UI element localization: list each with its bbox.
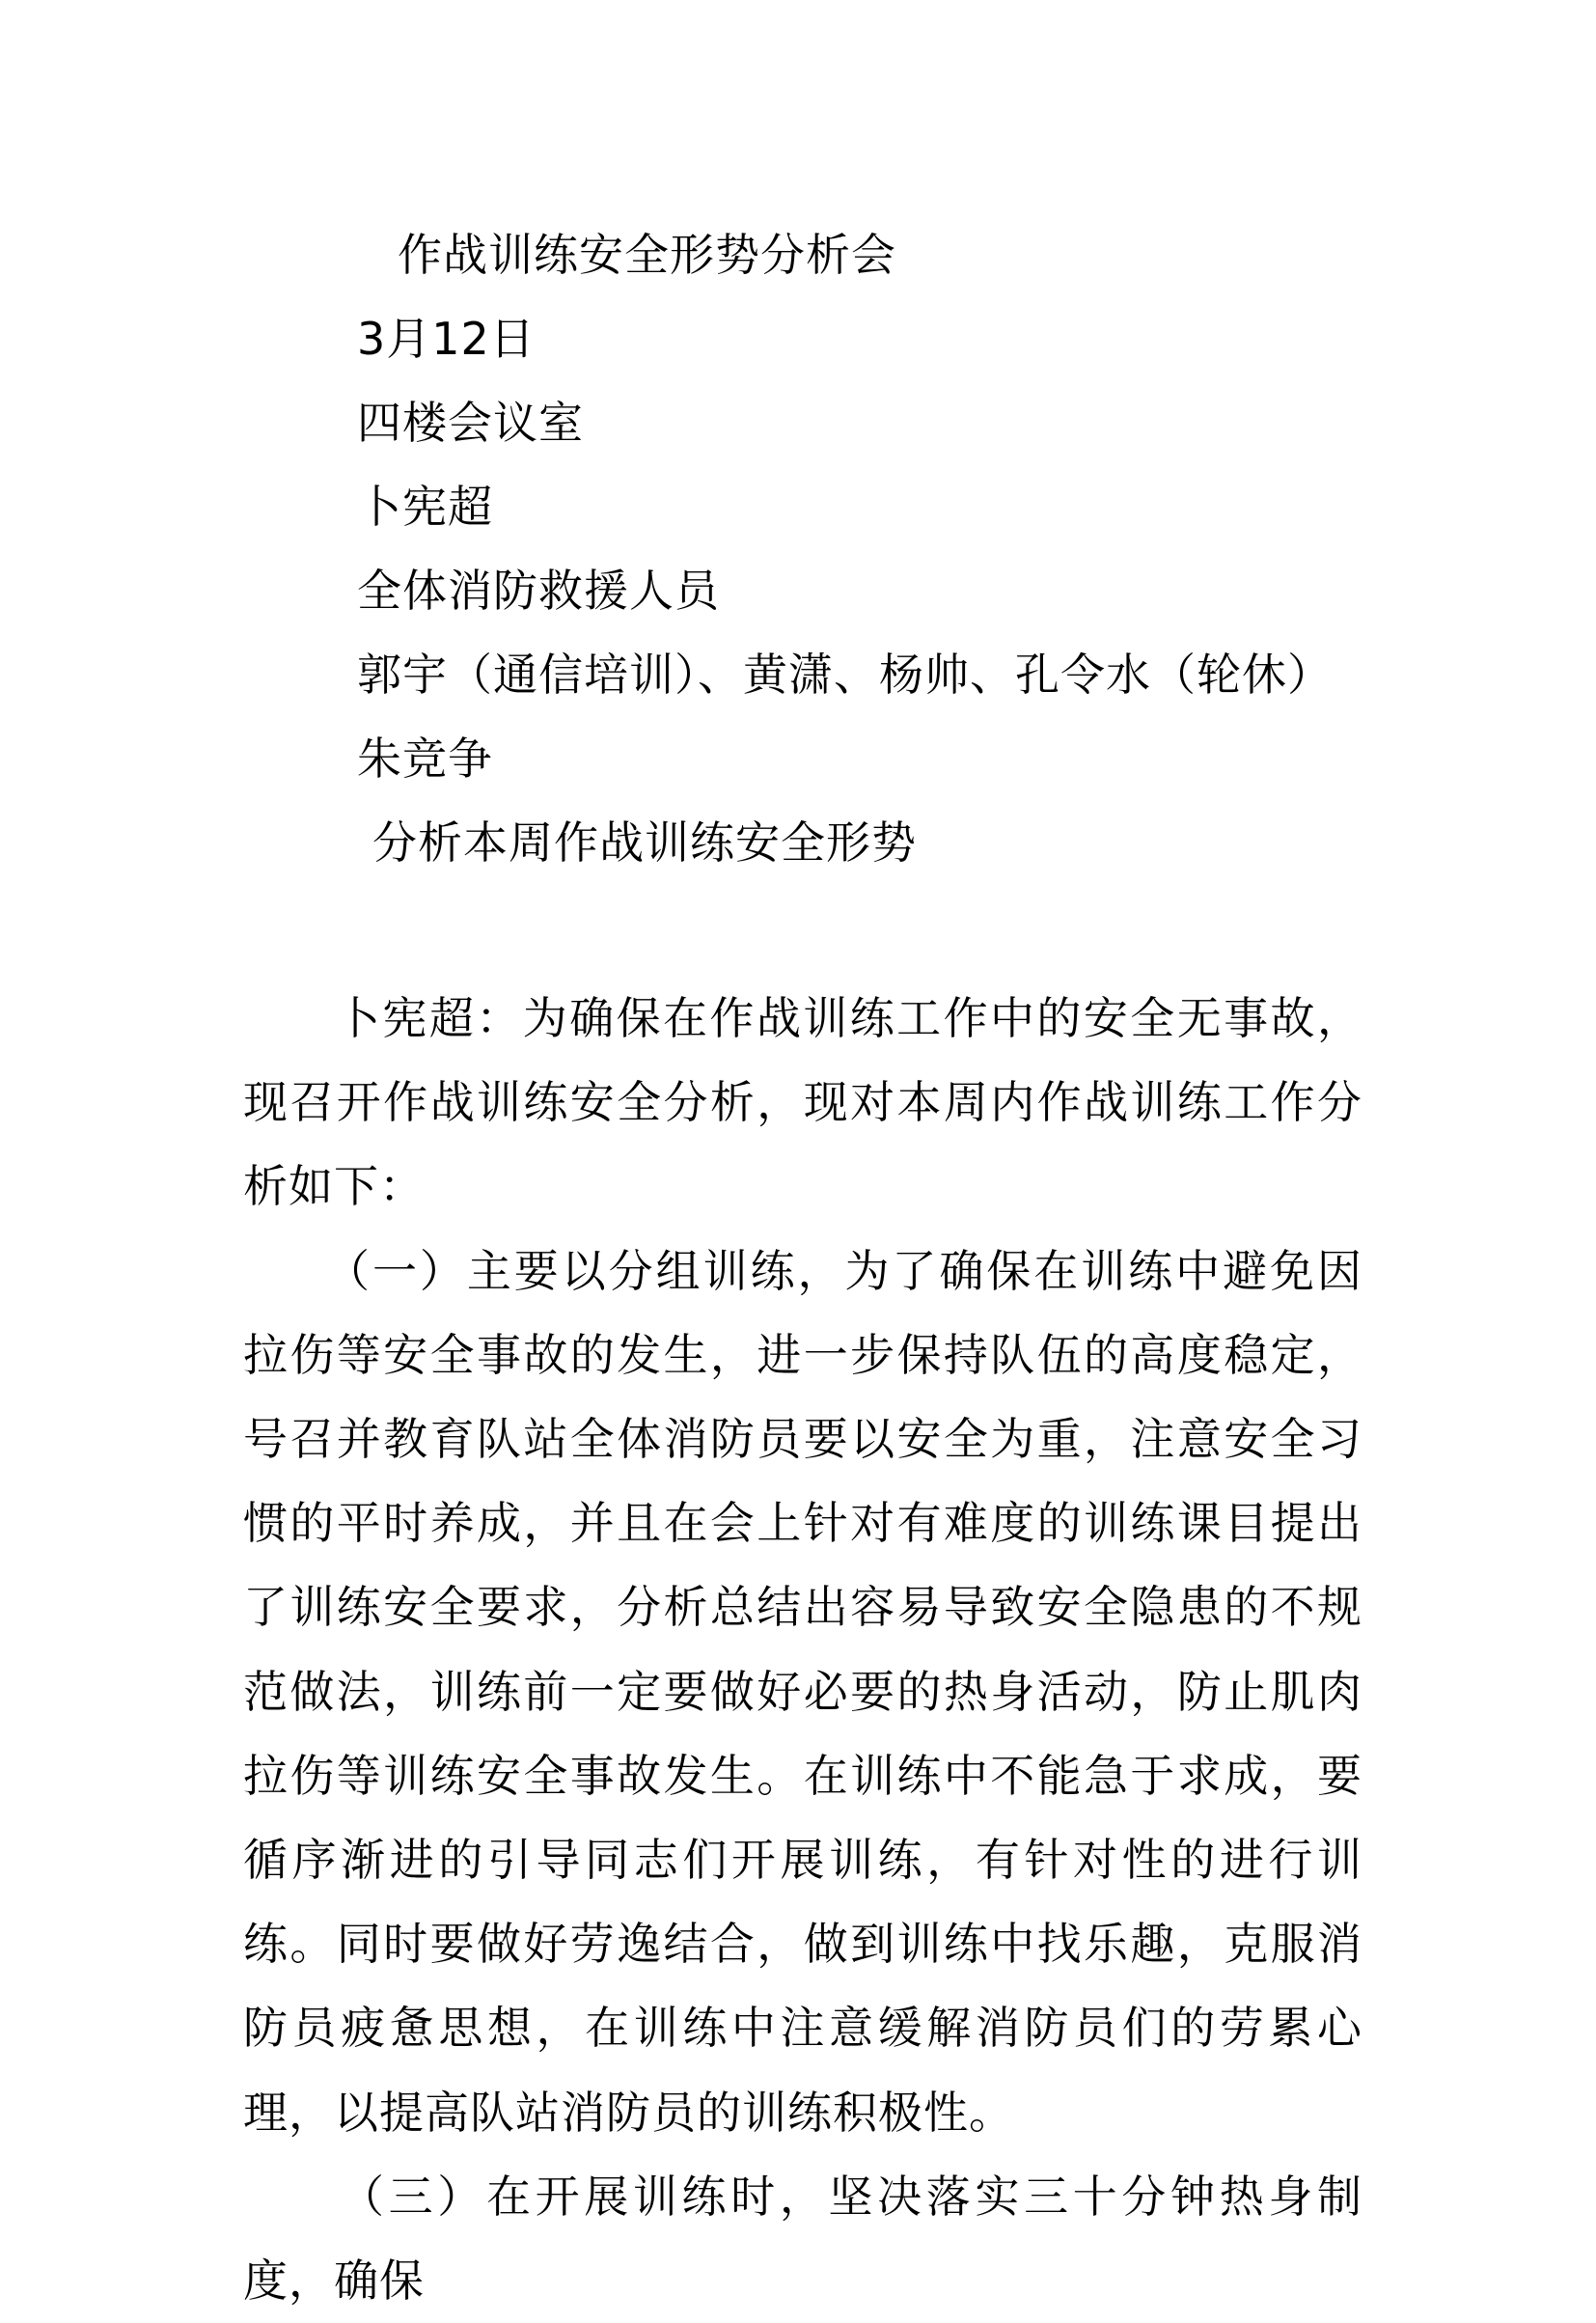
paragraph-opening: 卜宪超：为确保在作战训练工作中的安全无事故，现召开作战训练安全分析，现对本周内作战训练工作分析如下： bbox=[243, 992, 1362, 1213]
meeting-recorder: 朱竞争 bbox=[357, 733, 493, 785]
meeting-location: 四楼会议室 bbox=[357, 397, 584, 449]
meeting-host: 卜宪超 bbox=[357, 481, 493, 533]
meeting-date: 3月12日 bbox=[357, 313, 536, 365]
paragraph-item-three: （三）在开展训练时，坚决落实三十分钟热身制度，确保 bbox=[243, 2170, 1362, 2308]
meeting-absentees: 郭宇（通信培训）、黄潇、杨帅、孔令水（轮休） bbox=[357, 649, 1333, 701]
meeting-minutes-body bbox=[243, 977, 1362, 2323]
meeting-title: 作战训练安全形势分析会 bbox=[398, 229, 896, 281]
meeting-topic: 分析本周作战训练安全形势 bbox=[372, 816, 917, 869]
meeting-attendees: 全体消防救援人员 bbox=[357, 565, 720, 617]
paragraph-item-one: （一）主要以分组训练，为了确保在训练中避免因拉伤等安全事故的发生，进一步保持队伍的高度稳定，号召并教育队站全体消防员要以安全为重，注意安全习惯的平时养成，并且在会上针对有难度的训练课目提出了训练安全要求，分析总结出容易导致安全隐患的不规范做法，训练前一定要做好必要的热身活动，防止肌肉拉伤等训练安全事故发生。在训练中不能急于求成，要循序渐进的引导同志们开展训练，有针对性的进行训练。同时要做好劳逸结合，做到训练中找乐趣，克服消防员疲惫思想，在训练中注意缓解消防员们的劳累心理，以提高队站消防员的训练积极性。 bbox=[243, 1244, 1362, 2139]
